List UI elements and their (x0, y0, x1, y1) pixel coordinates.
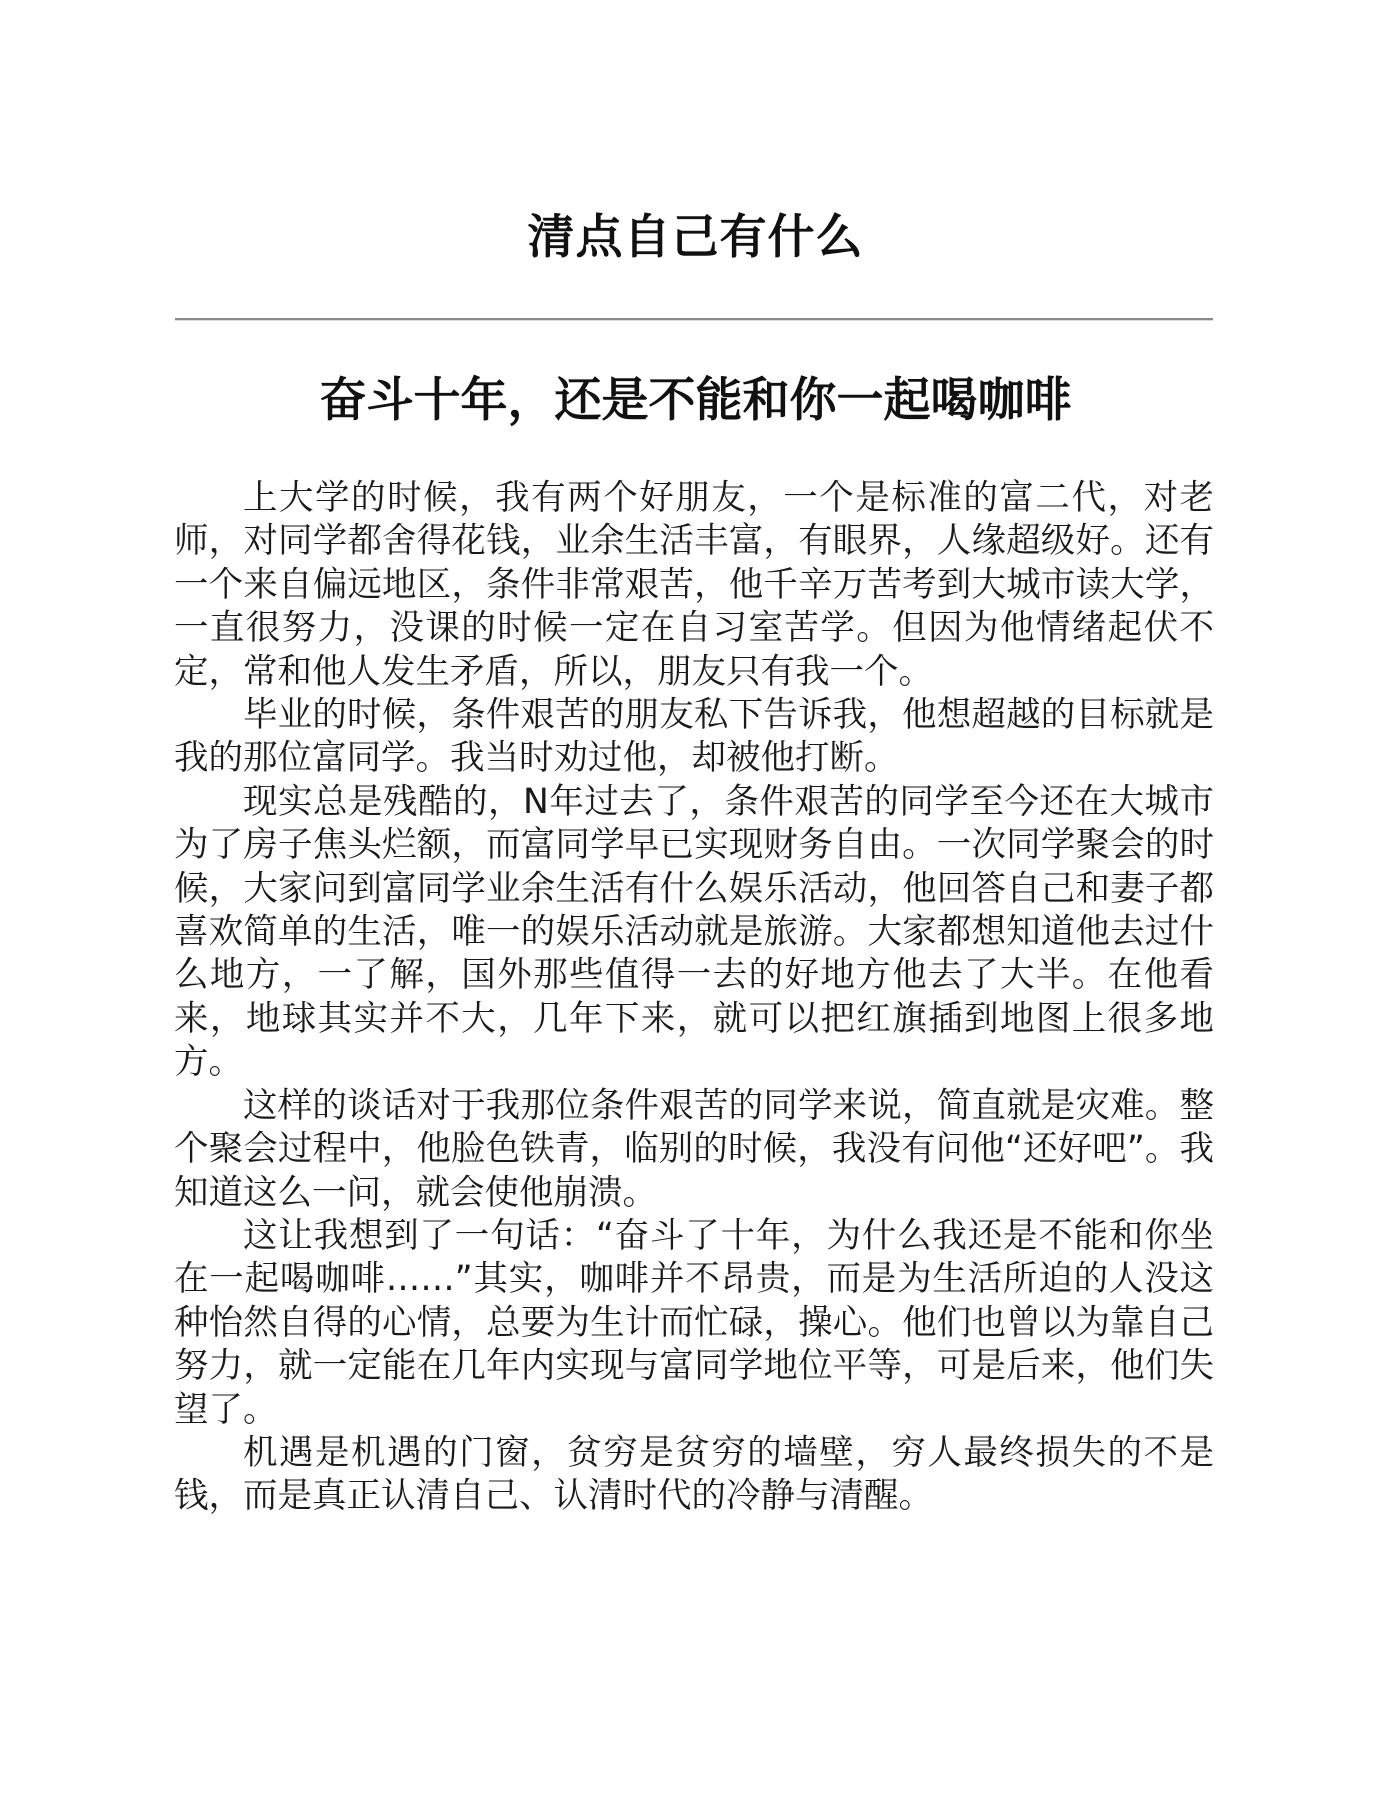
document-title: 清点自己有什么 (527, 210, 864, 265)
article-paragraph: 上大学的时候，我有两个好朋友，一个是标准的富二代，对老师，对同学都舍得花钱，业余生活丰富，有眼界，人缘超级好。还有一个来自偏远地区，条件非常艰苦，他千辛万苦考到大城市读大学，一直很努力，没课的时候一定在自习室苦学。但因为他情绪起伏不定，常和他人发生矛盾，所以，朋友只有我一个。 (174, 478, 1214, 692)
article-paragraph: 现实总是残酷的，N年过去了，条件艰苦的同学至今还在大城市为了房子焦头烂额，而富同学早已实现财务自由。一次同学聚会的时候，大家问到富同学业余生活有什么娱乐活动，他回答自己和妻子都喜欢简单的生活，唯一的娱乐活动就是旅游。大家都想知道他去过什么地方，一了解，国外那些值得一去的好地方他去了大半。在他看来，地球其实并不大，几年下来，就可以把红旗插到地图上很多地方。 (174, 781, 1214, 1083)
article-paragraph: 这样的谈话对于我那位条件艰苦的同学来说，简直就是灾难。整个聚会过程中，他脸色铁青，临别的时候，我没有问他“还好吧”。我知道这么一问，就会使他崩溃。 (174, 1085, 1214, 1213)
title-divider (175, 318, 1213, 321)
article-body (174, 477, 1214, 1519)
article-paragraph: 这让我想到了一句话：“奋斗了十年，为什么我还是不能和你坐在一起喝咖啡……”其实，咖啡并不昂贵，而是为生活所迫的人没这种怡然自得的心情，总要为生计而忙碌，操心。他们也曾以为靠自己努力，就一定能在几年内实现与富同学地位平等，可是后来，他们失望了。 (174, 1215, 1214, 1430)
article-paragraph: 机遇是机遇的门窗，贫穷是贫穷的墙壁，穷人最终损失的不是钱，而是真正认清自己、认清时代的冷静与清醒。 (174, 1432, 1214, 1517)
article-heading: 奋斗十年，还是不能和你一起喝咖啡 (319, 373, 1072, 428)
article-paragraph: 毕业的时候，条件艰苦的朋友私下告诉我，他想超越的目标就是我的那位富同学。我当时劝过他，却被他打断。 (174, 695, 1214, 779)
